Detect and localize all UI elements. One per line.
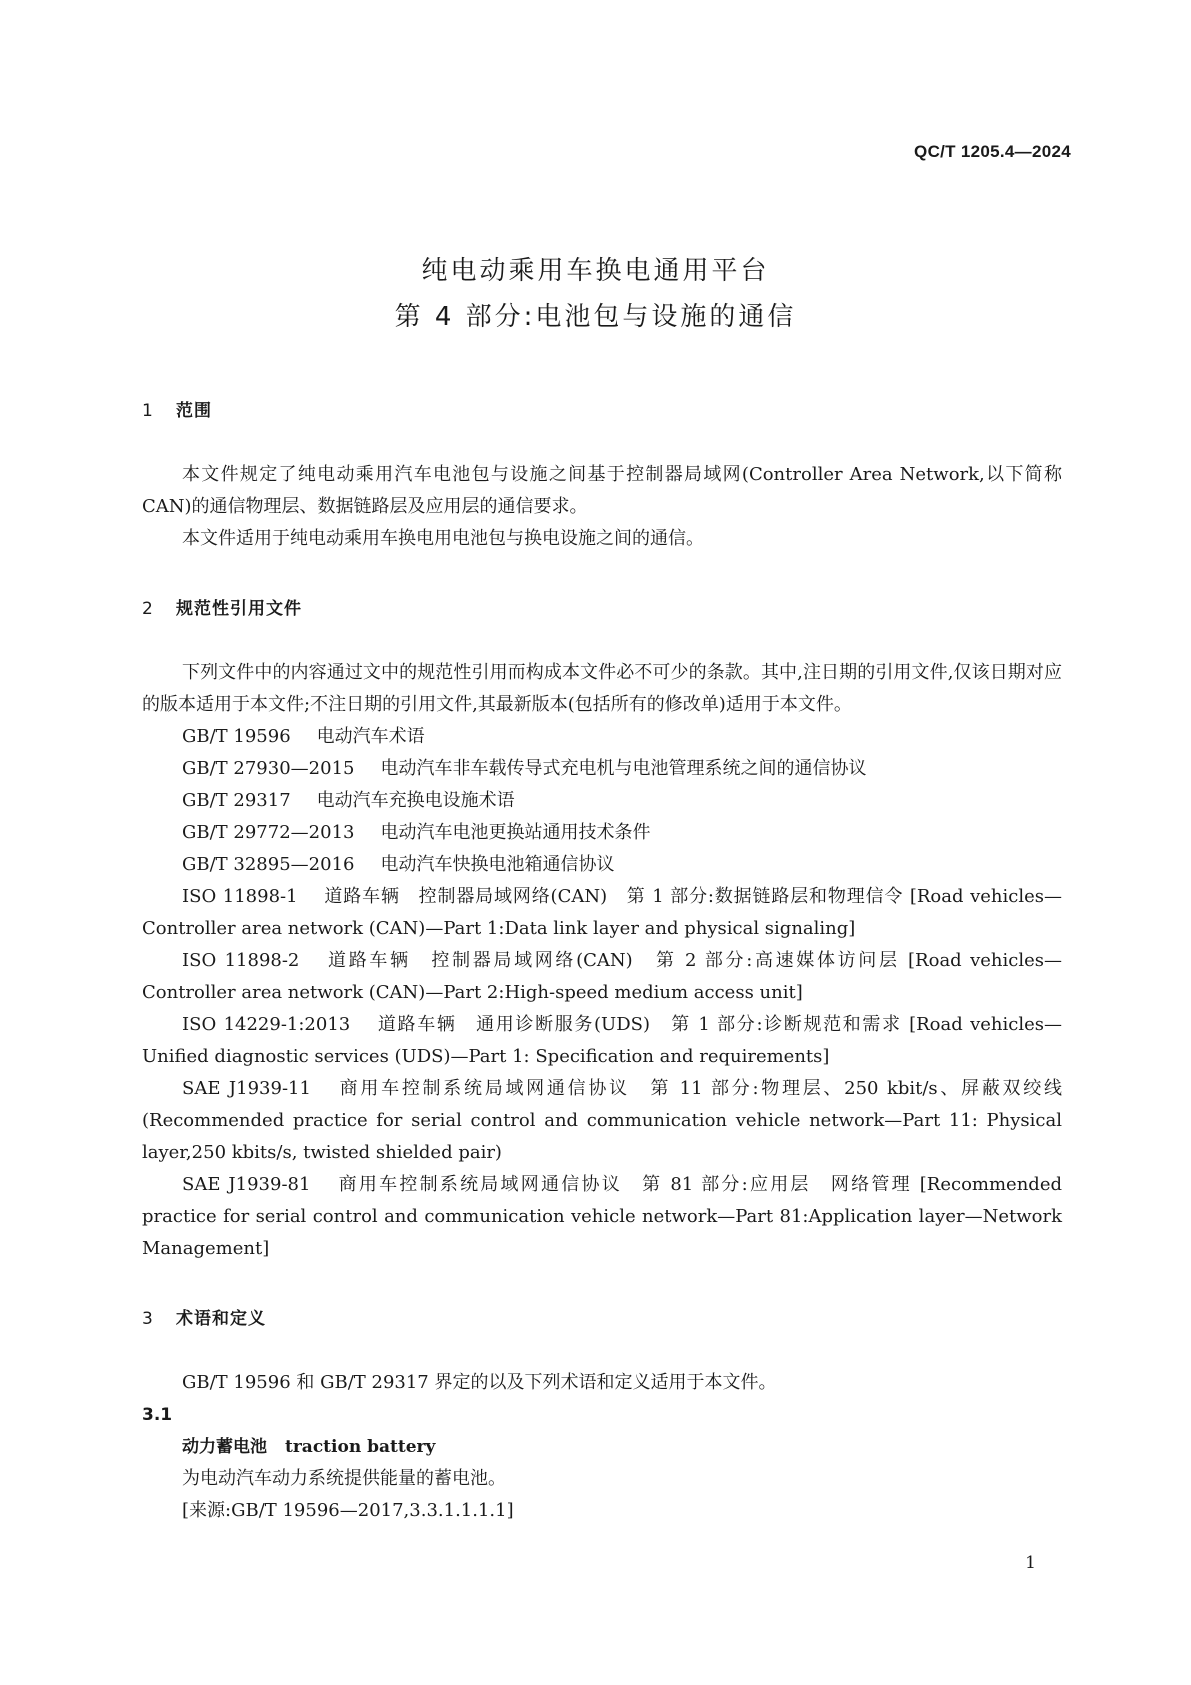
terms-intro: GB/T 19596 和 GB/T 29317 界定的以及下列术语和定义适用于本文件。 <box>182 1372 777 1393</box>
section-number: 1 <box>142 401 154 421</box>
reference-item <box>142 1073 1062 1169</box>
term-number: 3.1 <box>142 1405 173 1425</box>
reference-text: 电动汽车充换电设施术语 <box>316 790 515 811</box>
reference-text: 商用车控制系统局域网通信协议 第 81 部分:应用层 网络管理 [Recommended practice for serial control and communication vehicle network—Part 81:Application layer—Network Management] <box>142 1174 1062 1259</box>
reference-text: 道路车辆 控制器局域网络(CAN) 第 2 部分:高速媒体访问层 [Road vehicles—Controller area network (CAN)—Part 2:High-speed medium access unit] <box>142 950 1062 1003</box>
reference-item <box>142 881 1062 945</box>
reference-text: 商用车控制系统局域网通信协议 第 11 部分:物理层、250 kbit/s、屏蔽双绞线(Recommended practice for serial control and communication vehicle network—Part 11: Physical layer,250 kbits/s, twisted shielded pair) <box>142 1078 1063 1163</box>
reference-item <box>142 817 1062 849</box>
reference-text: 道路车辆 通用诊断服务(UDS) 第 1 部分:诊断规范和需求 [Road vehicles—Unified diagnostic services (UDS)—Part 1: Specification and requirements] <box>142 1014 1062 1067</box>
reference-item <box>142 849 1062 881</box>
reference-text: 电动汽车快换电池箱通信协议 <box>380 854 615 875</box>
references-intro: 下列文件中的内容通过文中的规范性引用而构成本文件必不可少的条款。其中,注日期的引用文件,仅该日期对应的版本适用于本文件;不注日期的引用文件,其最新版本(包括所有的修改单)适用于本文件。 <box>142 662 1062 715</box>
reference-item <box>142 945 1062 1009</box>
document-title-line-2: 第 4 部分:电池包与设施的通信 <box>394 302 797 332</box>
section-title: 范围 <box>176 401 212 421</box>
reference-code: GB/T 27930—2015 <box>182 758 355 779</box>
section-title: 术语和定义 <box>176 1309 266 1329</box>
reference-item <box>142 753 1062 785</box>
reference-item <box>142 785 1062 817</box>
term-entry <box>142 1431 1062 1527</box>
section-number: 3 <box>142 1309 154 1329</box>
reference-text: 道路车辆 控制器局域网络(CAN) 第 1 部分:数据链路层和物理信令 [Road vehicles—Controller area network (CAN)—Part 1:Data link layer and physical signaling] <box>142 886 1062 939</box>
reference-code: ISO 11898-1 <box>182 886 298 907</box>
section-title: 规范性引用文件 <box>176 599 302 619</box>
scope-paragraph-1: 本文件规定了纯电动乘用汽车电池包与设施之间基于控制器局域网(Controller Area Network,以下简称 CAN)的通信物理层、数据链路层及应用层的通信要求。 <box>142 464 1062 517</box>
term-chinese: 动力蓄电池 <box>182 1437 267 1457</box>
reference-code: GB/T 29317 <box>182 790 291 811</box>
reference-text: 电动汽车电池更换站通用技术条件 <box>380 822 651 843</box>
reference-code: GB/T 32895—2016 <box>182 854 355 875</box>
reference-item <box>142 1169 1062 1265</box>
section-number: 2 <box>142 599 154 619</box>
reference-code: ISO 11898-2 <box>182 950 300 971</box>
section-2-heading <box>142 593 1062 625</box>
section-3-heading <box>142 1303 1062 1335</box>
scope-paragraph-2: 本文件适用于纯电动乘用车换电用电池包与换电设施之间的通信。 <box>182 528 704 549</box>
document-body <box>142 395 1062 1527</box>
reference-item <box>142 1009 1062 1073</box>
reference-code: SAE J1939-11 <box>182 1078 311 1099</box>
reference-code: ISO 14229-1:2013 <box>182 1014 351 1035</box>
section-1-heading <box>142 395 1062 427</box>
term-title <box>182 1431 1062 1463</box>
term-source: [来源:GB/T 19596—2017,3.3.1.1.1.1] <box>182 1500 514 1521</box>
reference-code: GB/T 29772—2013 <box>182 822 355 843</box>
reference-text: 电动汽车非车载传导式充电机与电池管理系统之间的通信协议 <box>380 758 867 779</box>
page-number: 1 <box>1025 1553 1036 1573</box>
reference-code: GB/T 19596 <box>182 726 291 747</box>
document-title-line-1: 纯电动乘用车换电通用平台 <box>421 256 770 286</box>
term-english: traction battery <box>285 1437 436 1457</box>
reference-code: SAE J1939-81 <box>182 1174 311 1195</box>
standard-code: QC/T 1205.4—2024 <box>914 142 1071 161</box>
reference-text: 电动汽车术语 <box>316 726 425 747</box>
term-definition: 为电动汽车动力系统提供能量的蓄电池。 <box>182 1468 506 1489</box>
reference-item <box>142 721 1062 753</box>
